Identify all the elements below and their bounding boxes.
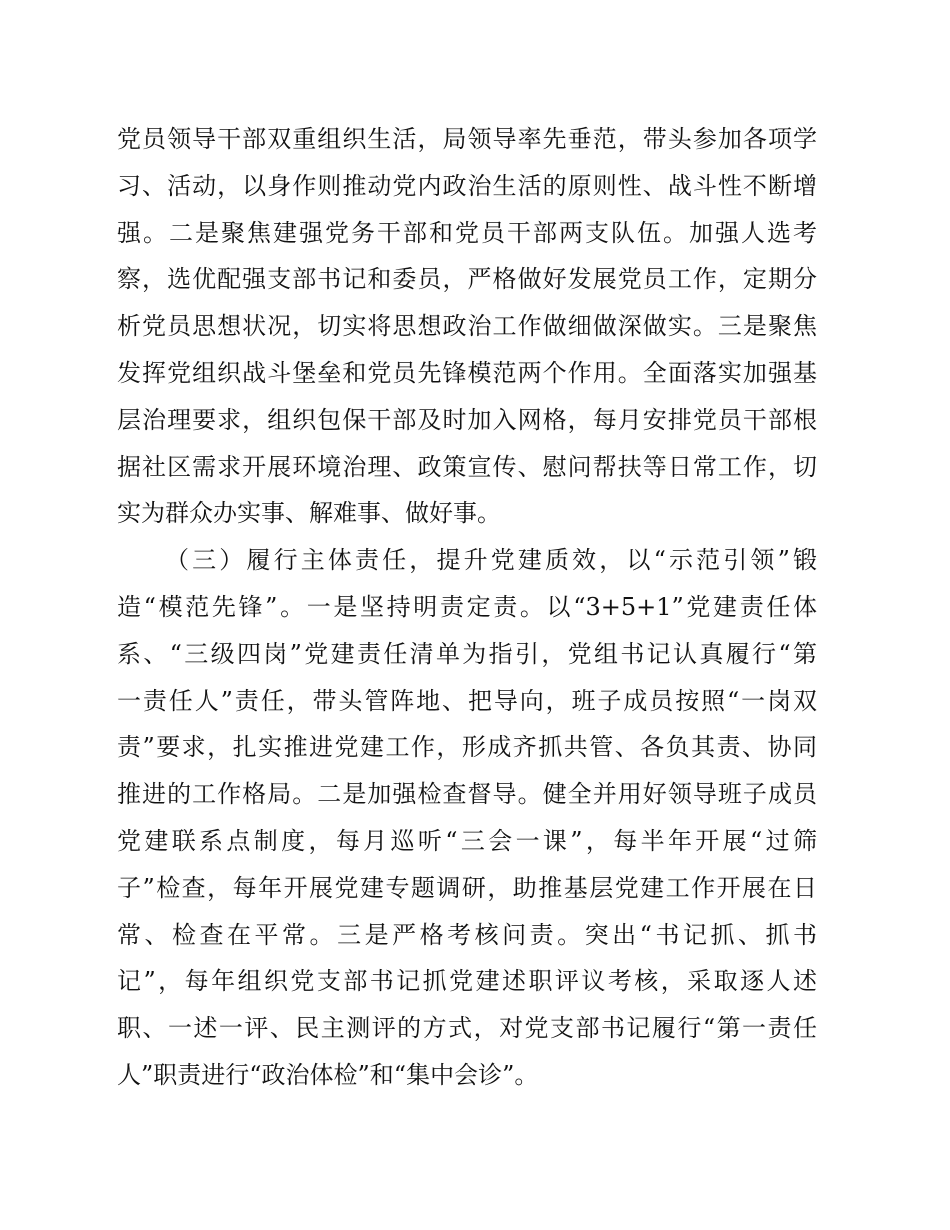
text-line: 人”职责进行“政治体检”和“集中会诊”。 (117, 1060, 539, 1089)
text-line: 实为群众办实事、解难事、做好事。 (117, 499, 501, 528)
text-line: 党建联系点制度，每月巡听“三会一课”，每半年开展“过筛 (117, 826, 817, 855)
text-line: 党员领导干部双重组织生活，局领导率先垂范，带头参加各项学 (117, 125, 817, 153)
text-line: 责”要求，扎实推进党建工作，形成齐抓共管、各负其责、协同 (117, 733, 817, 762)
section-heading-line: （三）履行主体责任，提升党建质效，以“示范引领”锻 (165, 546, 817, 575)
text-line: 析党员思想状况，切实将思想政治工作做细做深做实。三是聚焦 (117, 312, 817, 341)
text-line: 层治理要求，组织包保干部及时加入网格，每月安排党员干部根 (117, 405, 817, 434)
text-line: 一责任人”责任，带头管阵地、把导向，班子成员按照“一岗双 (117, 686, 817, 715)
text-line: 造“模范先锋”。一是坚持明责定责。以“3+5+1”党建责任体 (117, 592, 817, 621)
document-body (117, 116, 817, 1099)
paragraph-2 (117, 537, 817, 1099)
text-line: 发挥党组织战斗堡垒和党员先锋模范两个作用。全面落实加强基 (117, 358, 817, 387)
text-line: 系、“三级四岗”党建责任清单为指引，党组书记认真履行“第 (117, 639, 817, 668)
paragraph-1 (117, 116, 817, 537)
text-line: 推进的工作格局。二是加强检查督导。健全并用好领导班子成员 (117, 780, 817, 809)
text-line: 记”，每年组织党支部书记抓党建述职评议考核，采取逐人述 (117, 967, 817, 996)
text-line: 察，选优配强支部书记和委员，严格做好发展党员工作，定期分 (117, 265, 817, 294)
text-line: 子”检查，每年开展党建专题调研，助推基层党建工作开展在日 (117, 873, 817, 902)
text-line: 据社区需求开展环境治理、政策宣传、慰问帮扶等日常工作，切 (117, 452, 817, 481)
text-line: 强。二是聚焦建强党务干部和党员干部两支队伍。加强人选考 (117, 218, 817, 247)
text-line: 常、检查在平常。三是严格考核问责。突出“书记抓、抓书 (117, 920, 817, 949)
text-line: 习、活动，以身作则推动党内政治生活的原则性、战斗性不断增 (117, 171, 817, 200)
text-line: 职、一述一评、民主测评的方式，对党支部书记履行“第一责任 (117, 1014, 817, 1043)
